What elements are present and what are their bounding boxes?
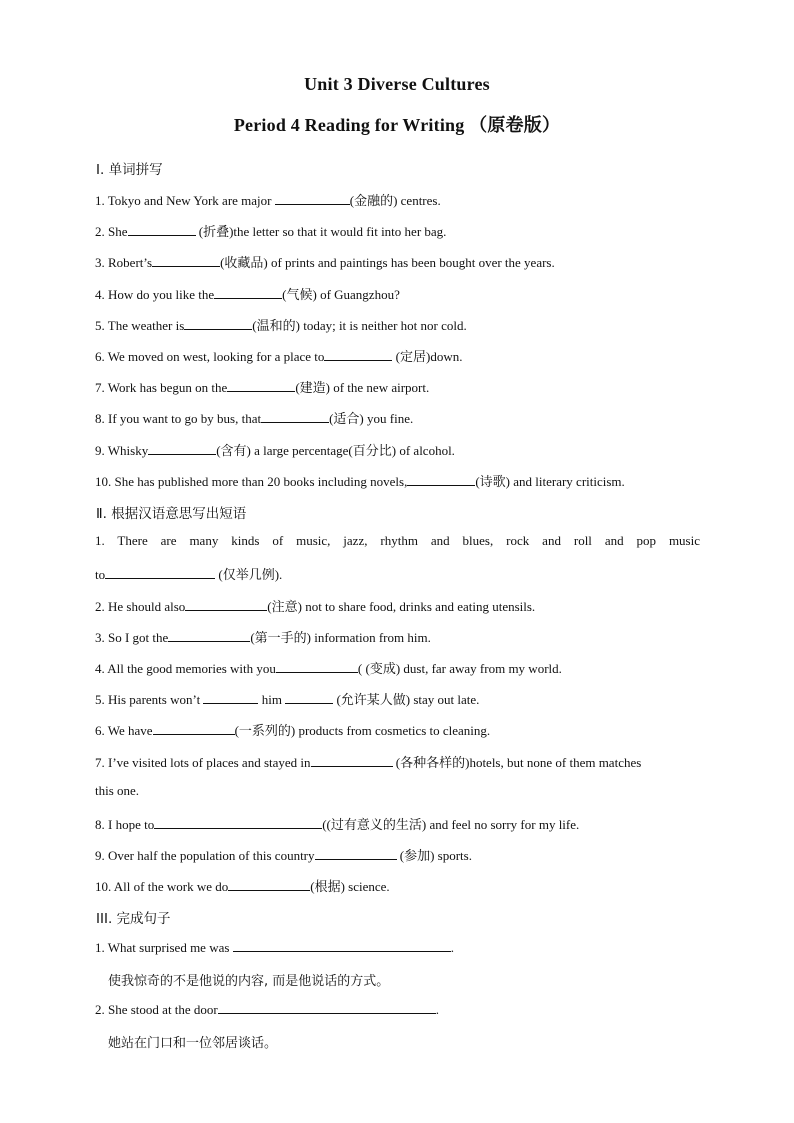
- exercise-line: 9. Whisky (含有) a large percentage(百分比) of alcohol.: [95, 443, 455, 458]
- answer-blank[interactable]: [214, 286, 282, 299]
- exercise-line: 2. She (折叠)the letter so that it would fit into her bag.: [95, 224, 447, 239]
- answer-blank[interactable]: [184, 317, 252, 330]
- answer-blank[interactable]: [311, 754, 393, 767]
- page-title: Unit 3 Diverse Cultures: [304, 74, 490, 94]
- exercise-line: 4. How do you like the (气候) of Guangzhou?: [95, 287, 400, 302]
- exercise-line: 2. She stood at the door .: [95, 1002, 440, 1017]
- exercise-line: to (仅举几例).: [95, 567, 283, 582]
- answer-blank[interactable]: [228, 878, 310, 891]
- section-heading: III. 完成句子: [96, 911, 171, 927]
- answer-blank[interactable]: [407, 473, 475, 486]
- answer-blank[interactable]: [276, 660, 358, 673]
- exercise-line: 8. I hope to ((过有意义的生活) and feel no sorry for my life.: [95, 817, 580, 832]
- exercise-line: 1. Tokyo and New York are major (金融的) centres.: [95, 193, 441, 208]
- answer-blank[interactable]: [105, 566, 215, 579]
- section-heading: Ⅰ. 单词拼写: [96, 162, 163, 178]
- exercise-line: 5. His parents won’t him (允许某人做) stay out late.: [95, 692, 480, 707]
- section-heading: Ⅱ. 根据汉语意思写出短语: [96, 506, 247, 522]
- answer-blank[interactable]: [324, 348, 392, 361]
- exercise-line: 9. Over half the population of this country (参加) sports.: [95, 848, 472, 863]
- chinese-hint: 使我惊奇的不是他说的内容, 而是他说话的方式。: [108, 974, 390, 989]
- exercise-line: 4. All the good memories with you ( (变成) dust, far away from my world.: [95, 661, 562, 676]
- exercise-line: 1. There are many kinds of music, jazz, rhythm and blues, rock and roll and pop music: [95, 533, 700, 548]
- exercise-line: 3. So I got the (第一手的) information from him.: [95, 630, 431, 645]
- exercise-line: this one.: [95, 783, 140, 798]
- answer-blank[interactable]: [261, 410, 329, 423]
- answer-blank[interactable]: [152, 254, 220, 267]
- answer-blank[interactable]: [148, 442, 216, 455]
- exercise-line: 7. I’ve visited lots of places and stayed in (各种各样的)hotels, but none of them matches: [95, 755, 642, 770]
- chinese-hint: 她站在门口和一位邻居谈话。: [108, 1036, 278, 1051]
- exercise-line: 10. She has published more than 20 books including novels, (诗歌) and literary criticism.: [95, 474, 625, 489]
- exercise-line: 6. We have (一系列的) products from cosmetics to cleaning.: [95, 723, 491, 738]
- answer-blank[interactable]: [185, 598, 267, 611]
- exercise-line: 8. If you want to go by bus, that (适合) you fine.: [95, 411, 414, 426]
- answer-blank[interactable]: [218, 1001, 436, 1014]
- answer-blank[interactable]: [154, 816, 322, 829]
- exercise-line: 10. All of the work we do (根据) science.: [95, 879, 390, 894]
- answer-blank[interactable]: [233, 939, 451, 952]
- answer-blank[interactable]: [168, 629, 250, 642]
- exercise-line: 5. The weather is (温和的) today; it is neither hot nor cold.: [95, 318, 467, 333]
- page-subtitle: Period 4 Reading for Writing （原卷版）: [233, 115, 561, 135]
- answer-blank[interactable]: [203, 691, 258, 704]
- answer-blank[interactable]: [128, 223, 196, 236]
- exercise-line: 7. Work has begun on the (建造) of the new airport.: [95, 380, 430, 395]
- answer-blank[interactable]: [275, 192, 350, 205]
- answer-blank[interactable]: [285, 691, 333, 704]
- exercise-line: 1. What surprised me was .: [95, 940, 454, 955]
- exercise-line: 2. He should also (注意) not to share food, drinks and eating utensils.: [95, 599, 536, 614]
- answer-blank[interactable]: [227, 379, 295, 392]
- answer-blank[interactable]: [153, 722, 235, 735]
- exercise-line: 3. Robert’s (收藏品) of prints and paintings has been bought over the years.: [95, 255, 555, 270]
- answer-blank[interactable]: [315, 847, 397, 860]
- exercise-line: 6. We moved on west, looking for a place to (定居)down.: [95, 349, 463, 364]
